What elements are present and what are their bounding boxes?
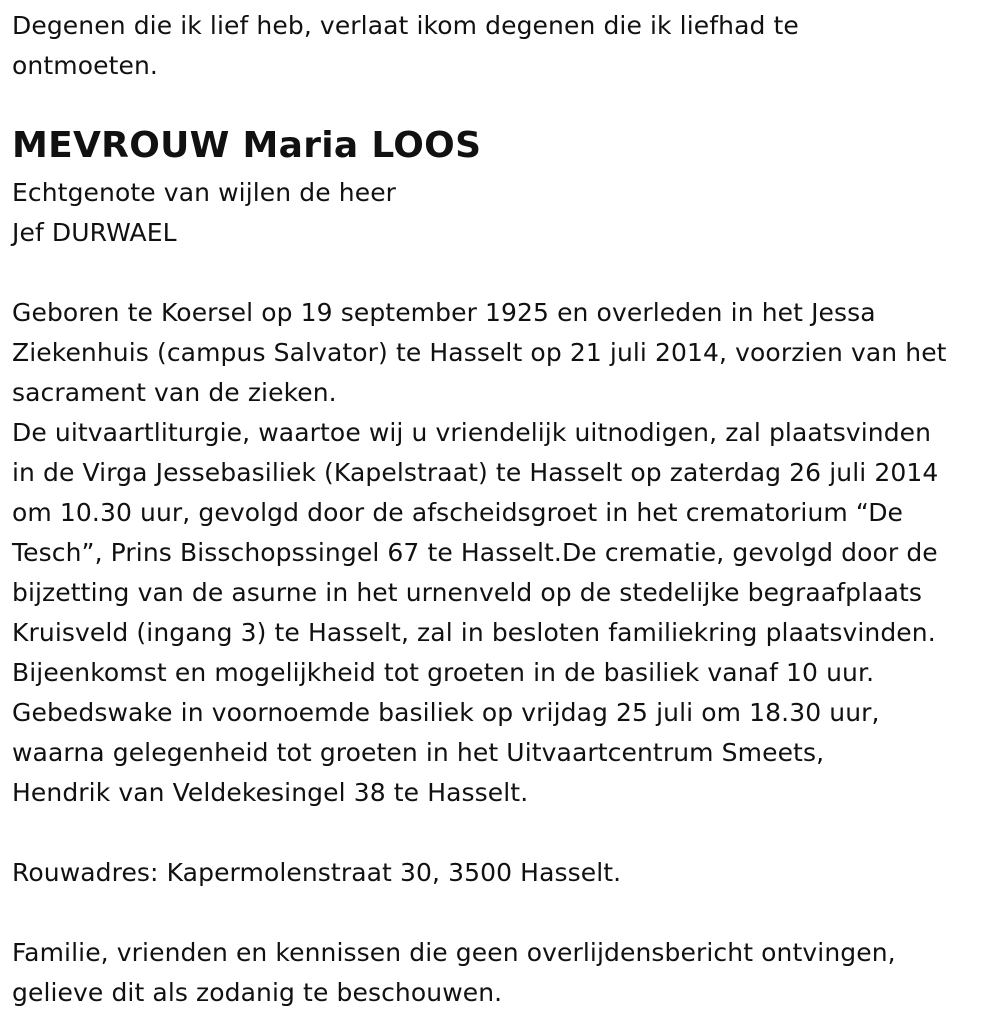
body-line: Tesch”, Prins Bisschopssingel 67 te Hasselt.De crematie, gevolgd door de: [12, 538, 938, 567]
body-line: waarna gelegenheid tot groeten in het Uitvaartcentrum Smeets,: [12, 738, 825, 767]
body-line: in de Virga Jessebasiliek (Kapelstraat) te Hasselt op zaterdag 26 juli 2014: [12, 458, 939, 487]
spouse-line: Echtgenote van wijlen de heer: [12, 178, 397, 207]
body-line: De uitvaartliturgie, waartoe wij u vriendelijk uitnodigen, zal plaatsvinden: [12, 418, 932, 447]
opening-quote: [12, 6, 988, 86]
mourning-address: Rouwadres: Kapermolenstraat 30, 3500 Hasselt.: [12, 858, 622, 887]
spouse-line: Jef DURWAEL: [12, 218, 177, 247]
body-line: Gebedswake in voornoemde basiliek op vrijdag 25 juli om 18.30 uur,: [12, 698, 880, 727]
spacer: [12, 253, 988, 293]
closing-line: Familie, vrienden en kennissen die geen overlijdensbericht ontvingen,: [12, 938, 896, 967]
body-line: sacrament van de zieken.: [12, 378, 337, 407]
body-line: Ziekenhuis (campus Salvator) te Hasselt op 21 juli 2014, voorzien van het: [12, 338, 947, 367]
closing-note: [12, 933, 988, 1013]
quote-line: Degenen die ik lief heb, verlaat ikom degenen die ik liefhad te: [12, 11, 799, 40]
announcement-body: [12, 293, 988, 813]
quote-line: ontmoeten.: [12, 51, 158, 80]
body-line: bijzetting van de asurne in het urnenveld op de stedelijke begraafplaats: [12, 578, 923, 607]
closing-line: gelieve dit als zodanig te beschouwen.: [12, 978, 503, 1007]
spouse-info: [12, 173, 988, 253]
body-line: Kruisveld (ingang 3) te Hasselt, zal in besloten familiekring plaatsvinden.: [12, 618, 936, 647]
body-line: Bijeenkomst en mogelijkheid tot groeten in de basiliek vanaf 10 uur.: [12, 658, 875, 687]
spacer: [12, 893, 988, 933]
body-line: om 10.30 uur, gevolgd door de afscheidsgroet in het crematorium “De: [12, 498, 904, 527]
body-line: Hendrik van Veldekesingel 38 te Hasselt.: [12, 778, 529, 807]
deceased-name: MEVROUW Maria LOOS: [12, 125, 482, 166]
body-line: Geboren te Koersel op 19 september 1925 en overleden in het Jessa: [12, 298, 876, 327]
spacer: [12, 813, 988, 853]
